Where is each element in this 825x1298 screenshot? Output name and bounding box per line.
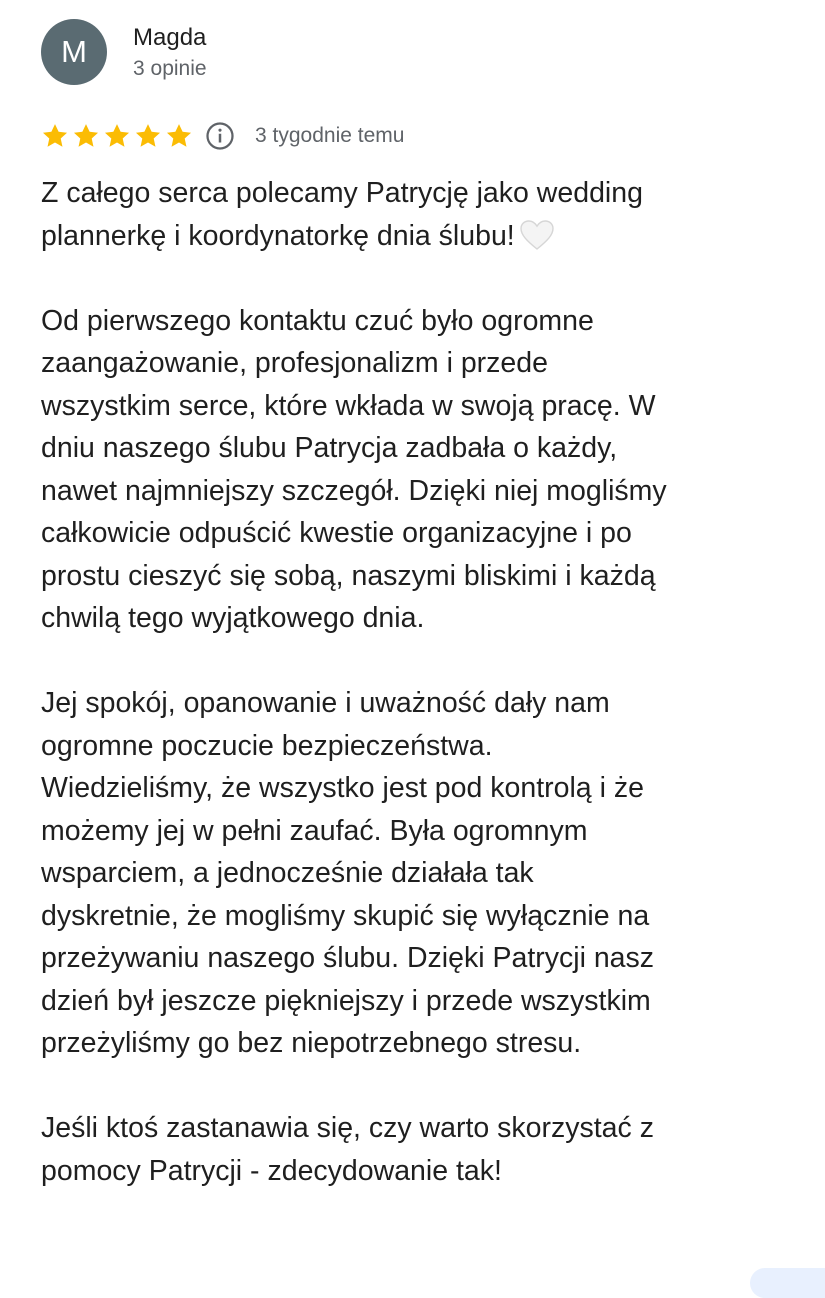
star-icon xyxy=(103,122,131,150)
review-line: Od pierwszego kontaktu czuć było ogromne xyxy=(41,304,594,337)
review-line: przeżywaniu naszego ślubu. Dzięki Patrycji nasz xyxy=(41,942,655,974)
review-line: dniu naszego ślubu Patrycja zadbała o każdy, xyxy=(41,432,618,464)
review-paragraph xyxy=(41,682,801,1065)
review-line: Z całego serca polecamy Patrycję jako wedding xyxy=(41,177,643,209)
avatar[interactable]: M xyxy=(41,19,107,85)
bottom-action-chip[interactable] xyxy=(750,1268,825,1298)
review-line: zaangażowanie, profesjonalizm i przede xyxy=(41,347,548,379)
review-line: dyskretnie, że mogliśmy skupić się wyłącznie na xyxy=(41,899,650,932)
review-line: ogromne poczucie bezpieczeństwa. xyxy=(41,729,493,762)
review-line: wsparciem, a jednocześnie działała tak xyxy=(41,857,534,889)
author-info xyxy=(133,23,207,83)
star-icon xyxy=(72,122,100,150)
review-line: możemy jej w pełni zaufać. Była ogromnym xyxy=(41,814,588,847)
review-paragraph xyxy=(41,300,801,640)
author-review-count[interactable]: 3 opinie xyxy=(133,57,207,80)
review-line: nawet najmniejszy szczegół. Dzięki niej mogliśmy xyxy=(41,474,667,507)
review-line: przeżyliśmy go bez niepotrzebnego stresu. xyxy=(41,1027,582,1059)
author-name[interactable]: Magda xyxy=(133,24,207,51)
review-line: pomocy Patrycji - zdecydowanie tak! xyxy=(41,1154,502,1187)
review-time: 3 tygodnie temu xyxy=(255,124,405,147)
review-line: Jeśli ktoś zastanawia się, czy warto skorzystać z xyxy=(41,1112,654,1144)
review-line: prostu cieszyć się sobą, naszymi bliskimi i każdą xyxy=(41,559,656,592)
star-icon xyxy=(165,122,193,150)
star-rating xyxy=(41,122,196,150)
review-paragraph xyxy=(41,1107,801,1192)
rating-row xyxy=(41,117,404,155)
review-header xyxy=(41,19,207,85)
review-line: Jej spokój, opanowanie i uważność dały nam xyxy=(41,687,610,719)
review-paragraph xyxy=(41,172,801,257)
review-line: chwilą tego wyjątkowego dnia. xyxy=(41,602,425,634)
review-line: plannerkę i koordynatorkę dnia ślubu! xyxy=(41,219,515,252)
star-icon xyxy=(134,122,162,150)
review-line: dzień był jeszcze piękniejszy i przede wszystkim xyxy=(41,984,651,1017)
review-line: Wiedzieliśmy, że wszystko jest pod kontrolą i że xyxy=(41,772,644,804)
review-line: całkowicie odpuścić kwestie organizacyjne i po xyxy=(41,517,632,549)
review-line-with-icon xyxy=(41,215,801,258)
star-icon xyxy=(41,122,69,150)
review-text xyxy=(41,172,801,1235)
review-line: wszystkim serce, które wkłada w swoją pracę. W xyxy=(41,389,656,422)
info-icon[interactable] xyxy=(205,121,235,151)
white-heart-icon xyxy=(519,219,555,251)
